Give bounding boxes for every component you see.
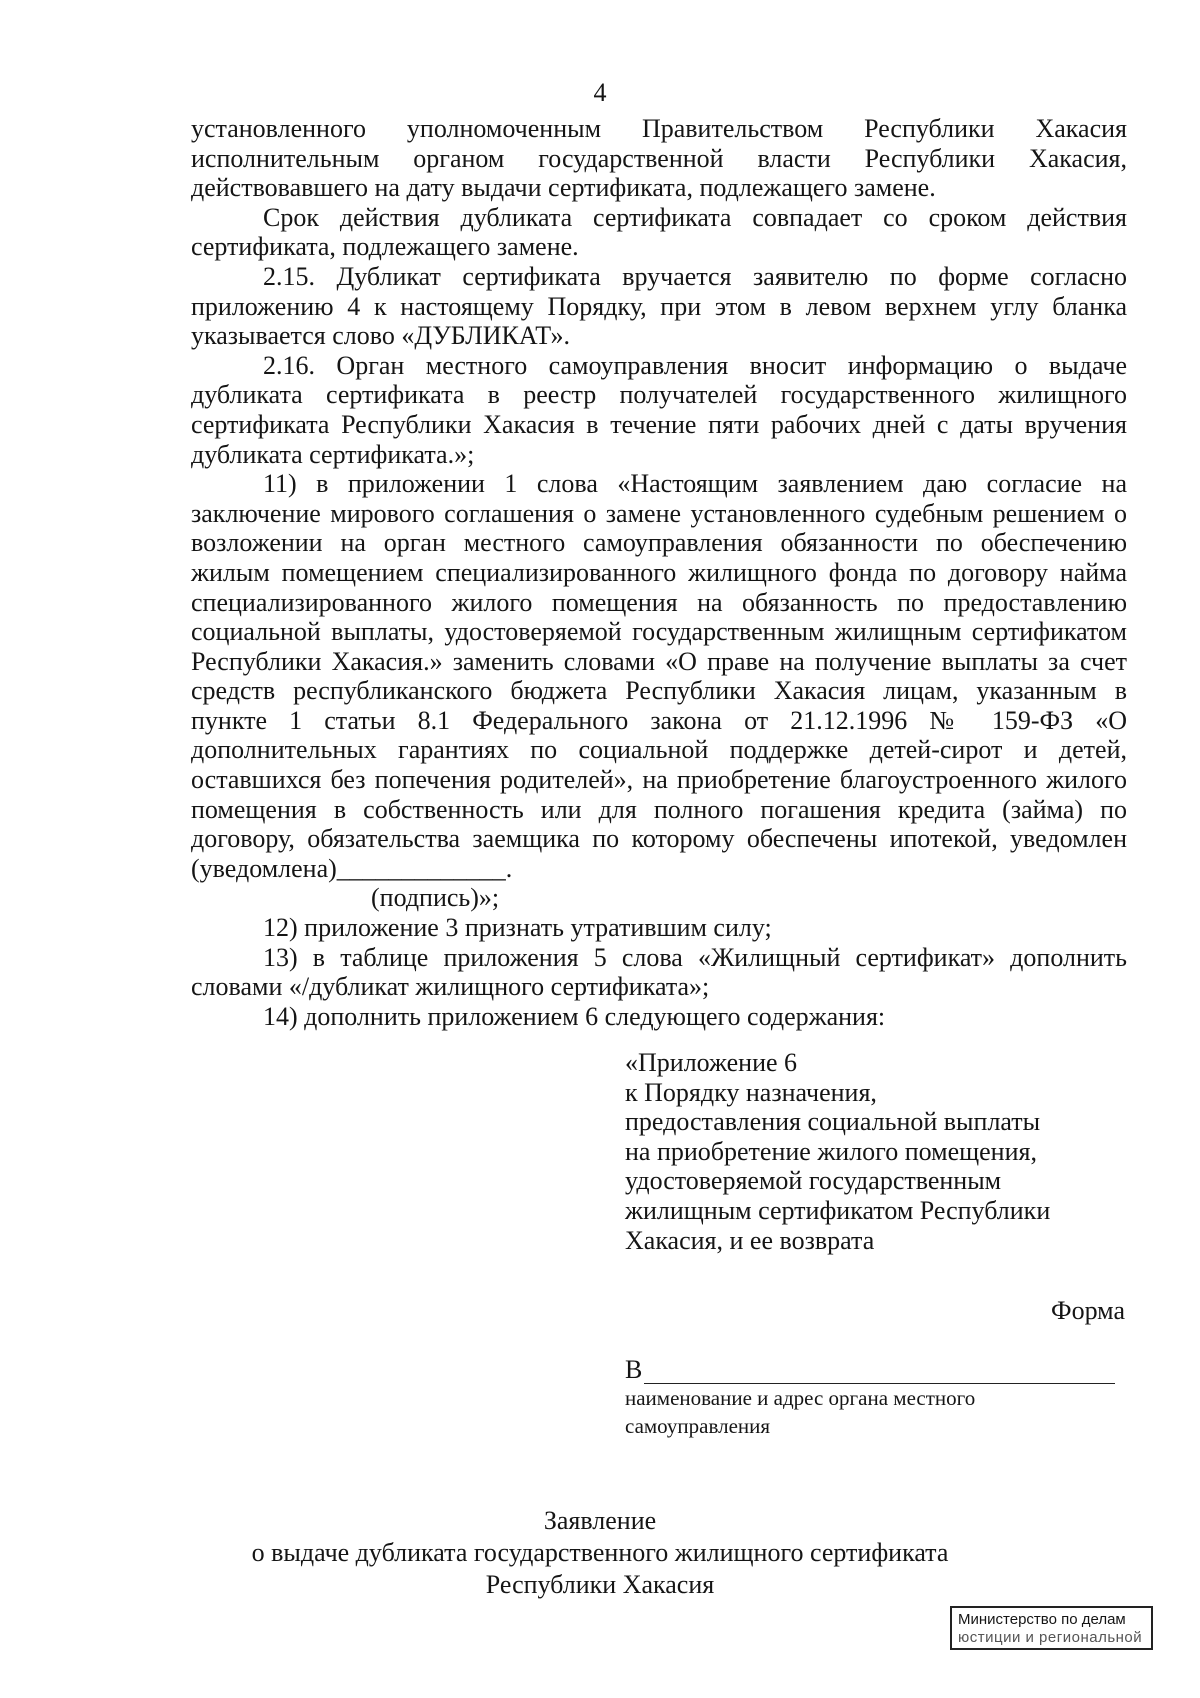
- annex-line: «Приложение 6: [625, 1048, 798, 1077]
- addressee-caption: [625, 1384, 1115, 1440]
- title-line: Республики Хакасия: [485, 1570, 715, 1599]
- addressee-line: [625, 1356, 1115, 1384]
- title-line: Заявление: [543, 1506, 657, 1535]
- addressee-caption-line: самоуправления: [625, 1414, 771, 1438]
- stamp-line: Министерство по делам: [958, 1611, 1126, 1628]
- stamp-line: юстиции и региональной: [958, 1629, 1143, 1646]
- annex-line: Хакасия, и ее возврата: [625, 1225, 875, 1255]
- annex-line: к Порядку назначения,: [625, 1077, 877, 1107]
- ministry-stamp: [950, 1606, 1153, 1650]
- annex-line: удостоверяемой государственным: [625, 1166, 1002, 1196]
- signature-caption: (подпись)»;: [371, 883, 500, 913]
- paragraph-continuation: установленного уполномоченным Правительством Республики Хакасия исполнительным органом государственной власти Республики Хакасия, действовавшего на дату выдачи сертификата, подлежащего замене.: [191, 114, 1127, 203]
- addressee-blank-line: [644, 1359, 1115, 1384]
- paragraph-validity: Срок действия дубликата сертификата совпадает со сроком действия сертификата, подлежащего замене.: [191, 202, 1127, 262]
- annex-line: на приобретение жилого помещения,: [625, 1136, 1037, 1166]
- addressee-block: [625, 1356, 1115, 1440]
- addressee-caption-line: наименование и адрес органа местного: [625, 1386, 976, 1410]
- paragraph-item-12: 12) приложение 3 признать утратившим силу;: [263, 913, 772, 943]
- annex-header: [625, 1048, 1145, 1255]
- body-text: [191, 114, 1127, 1031]
- form-label: Форма: [1051, 1296, 1125, 1325]
- annex-line: жилищным сертификатом Республики: [625, 1195, 1051, 1225]
- annex-line: предоставления социальной выплаты: [625, 1107, 1041, 1137]
- page-number: 4: [593, 78, 607, 107]
- paragraph-2-16: 2.16. Орган местного самоуправления вносит информацию о выдаче дубликата сертификата в реестр получателей государственного жилищного сертификата Республики Хакасия в течение пяти рабочих дней с даты вручения дубликата сертификата.»;: [191, 350, 1127, 469]
- paragraph-item-14: 14) дополнить приложением 6 следующего содержания:: [263, 1001, 886, 1031]
- paragraph-item-11: 11) в приложении 1 слова «Настоящим заявлением даю согласие на заключение мирового соглашения о замене установленного судебным решением о возложении на орган местного самоуправления обязанности по обеспечению жилым помещением специализированного жилищного фонда по договору найма специализированного жилого помещения на обязанность по предоставлению социальной выплаты, удостоверяемой государственным жилищным сертификатом Республики Хакасия.» заменить словами «О праве на получение выплаты за счет средств республиканского бюджета Республики Хакасия лицам, указанным в пункте 1 статьи 8.1 Федерального закона от 21.12.1996 № 159-ФЗ «О дополнительных гарантиях по социальной поддержке детей-сирот и детей, оставшихся без попечения родителей», на приобретение благоустроенного жилого помещения в собственность или для полного погашения кредита (займа) по договору, обязательства заемщика по которому обеспечены ипотекой, уведомлен (уведомлена)_____________.: [191, 469, 1127, 883]
- paragraph-2-15: 2.15. Дубликат сертификата вручается заявителю по форме согласно приложению 4 к настоящему Порядку, при этом в левом верхнем углу бланка указывается слово «ДУБЛИКАТ».: [191, 261, 1127, 351]
- title-line: о выдаче дубликата государственного жилищного сертификата: [251, 1538, 949, 1567]
- document-title: [0, 1505, 1200, 1601]
- addressee-prefix: В: [625, 1355, 643, 1384]
- paragraph-item-13: 13) в таблице приложения 5 слова «Жилищный сертификат» дополнить словами «/дубликат жилищного сертификата»;: [191, 942, 1127, 1002]
